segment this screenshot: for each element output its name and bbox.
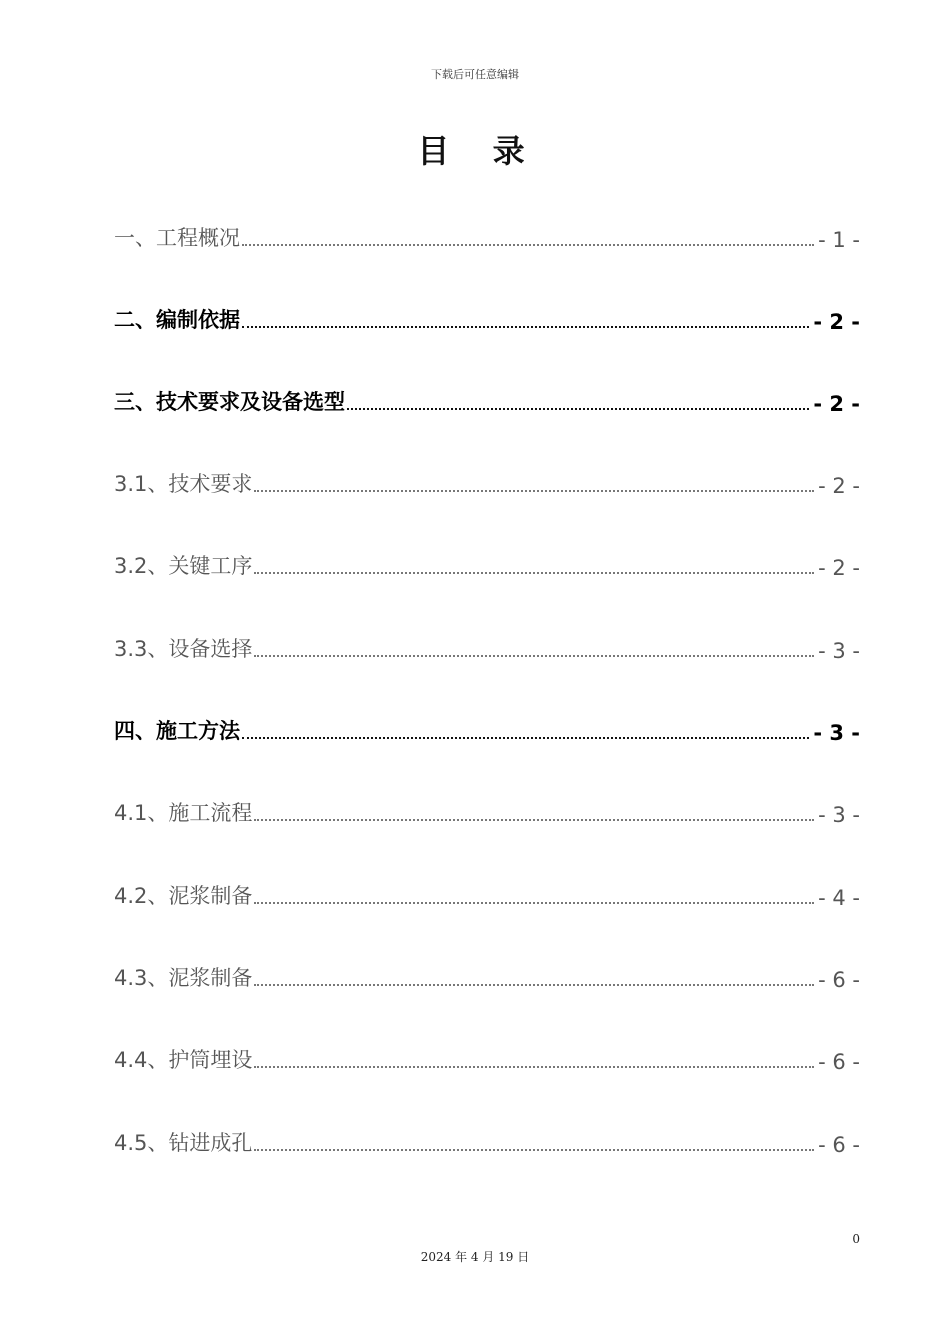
footer-date: 2024 年 4 月 19 日 bbox=[420, 1250, 530, 1264]
toc-item-page: - 2 - bbox=[813, 392, 860, 416]
toc-leader-dots bbox=[254, 655, 814, 657]
toc-item-page: - 3 - bbox=[818, 639, 860, 663]
toc-item-label: 4.3、泥浆制备 bbox=[114, 966, 253, 990]
toc-leader-dots bbox=[254, 1066, 814, 1068]
toc-item[interactable] bbox=[114, 1127, 860, 1157]
toc-item-label: 3.2、关键工序 bbox=[114, 554, 253, 578]
toc-item[interactable] bbox=[114, 633, 860, 663]
toc-item-page: - 4 - bbox=[818, 886, 860, 910]
toc-leader-dots bbox=[254, 984, 814, 986]
toc-item[interactable] bbox=[114, 386, 860, 416]
toc-leader-dots bbox=[347, 408, 809, 410]
toc-item-label: 4.1、施工流程 bbox=[114, 801, 253, 825]
toc-item[interactable] bbox=[114, 715, 860, 745]
toc-item-label: 二、编制依据 bbox=[114, 308, 240, 332]
toc-item-label: 4.5、钻进成孔 bbox=[114, 1131, 253, 1155]
toc-leader-dots bbox=[254, 572, 814, 574]
toc-item[interactable] bbox=[114, 797, 860, 827]
toc-item-label: 4.4、护筒埋设 bbox=[114, 1048, 253, 1072]
toc-leader-dots bbox=[254, 1149, 814, 1151]
header-note: 下载后可任意编辑 bbox=[431, 68, 519, 81]
toc-leader-dots bbox=[242, 737, 809, 739]
page-title: 目 录 bbox=[417, 132, 541, 170]
toc-item-label: 3.1、技术要求 bbox=[114, 472, 253, 496]
toc-item-page: - 1 - bbox=[818, 228, 860, 252]
toc-item[interactable] bbox=[114, 880, 860, 910]
toc-leader-dots bbox=[254, 490, 814, 492]
toc-item[interactable] bbox=[114, 962, 860, 992]
toc-item-page: - 6 - bbox=[818, 968, 860, 992]
toc-item-page: - 3 - bbox=[818, 803, 860, 827]
toc-item[interactable] bbox=[114, 1044, 860, 1074]
toc-item[interactable] bbox=[114, 222, 860, 252]
toc-leader-dots bbox=[242, 326, 809, 328]
toc-leader-dots bbox=[254, 819, 814, 821]
toc-item-label: 四、施工方法 bbox=[114, 719, 240, 743]
page-number: 0 bbox=[852, 1232, 860, 1246]
toc-item-page: - 6 - bbox=[818, 1133, 860, 1157]
toc-leader-dots bbox=[242, 244, 814, 246]
toc-item-page: - 2 - bbox=[818, 556, 860, 580]
toc-item-label: 一、工程概况 bbox=[114, 226, 240, 250]
toc-item-page: - 3 - bbox=[813, 721, 860, 745]
toc-item[interactable] bbox=[114, 304, 860, 334]
toc-leader-dots bbox=[254, 902, 814, 904]
toc-item[interactable] bbox=[114, 468, 860, 498]
toc-item[interactable] bbox=[114, 550, 860, 580]
toc-item-page: - 2 - bbox=[813, 310, 860, 334]
toc-item-label: 4.2、泥浆制备 bbox=[114, 884, 253, 908]
toc-item-label: 3.3、设备选择 bbox=[114, 637, 253, 661]
toc-item-page: - 6 - bbox=[818, 1050, 860, 1074]
toc-item-page: - 2 - bbox=[818, 474, 860, 498]
toc-item-label: 三、技术要求及设备选型 bbox=[114, 390, 345, 414]
